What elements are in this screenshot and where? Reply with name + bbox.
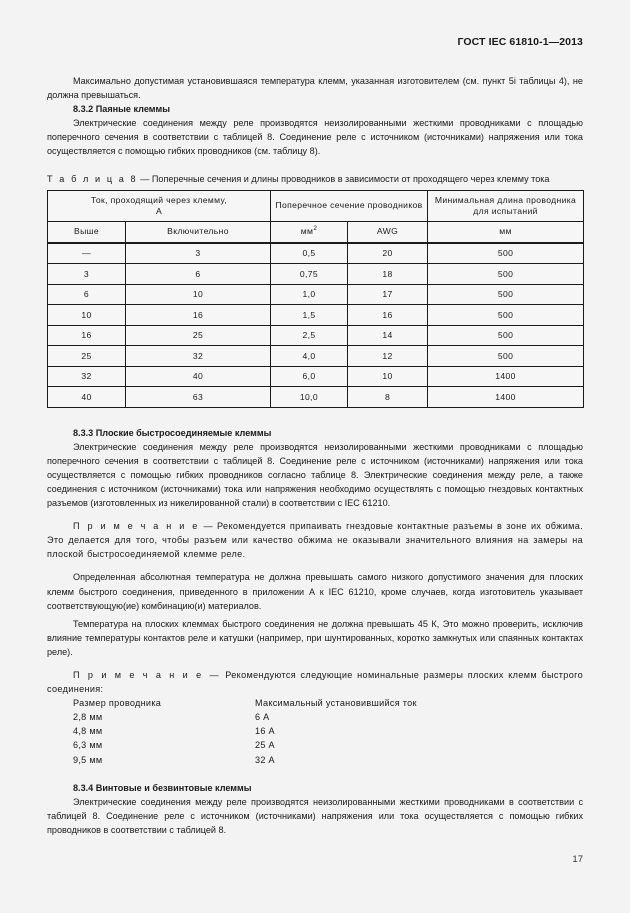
spec-list-item-size: 2,8 мм	[73, 712, 103, 723]
note-2-text: Рекомендуются следующие номинальные размеры плоских клемм быстрого соединения:	[47, 669, 583, 695]
table-cell: 32	[126, 346, 271, 367]
table-8-subheader-awg: AWG	[348, 221, 428, 243]
table-8-header-length	[428, 190, 584, 221]
table-cell: 14	[348, 325, 428, 346]
table-cell: 10,0	[271, 387, 348, 408]
spacer	[47, 510, 583, 519]
table-8-conductor-sections	[47, 190, 584, 408]
table-8-caption	[47, 173, 583, 186]
table-row	[48, 366, 584, 387]
spec-list-header-size: Размер проводника	[73, 698, 162, 709]
table-cell: 2,5	[271, 325, 348, 346]
paragraph-45k: Температура на плоских клеммах быстрого соединения не должна превышать 45 К, Это можно проверить, исключив влияние температуры контактов реле и катушки (например, при шунтированных, коротко замкнутых или спаянных контактах реле).	[47, 618, 583, 657]
spec-list-header-row	[47, 696, 583, 710]
table-cell: 16	[48, 325, 126, 346]
table-8-subheader-mm2-base: мм	[300, 226, 314, 237]
table-cell: 17	[348, 284, 428, 305]
table-cell: 16	[348, 305, 428, 326]
spacer	[47, 561, 583, 570]
table-cell: —	[48, 243, 126, 264]
spec-list-item-current: 25 А	[255, 740, 275, 751]
table-8-caption-label: Т а б л и ц а 8	[47, 173, 138, 184]
spec-list-item-size: 9,5 мм	[73, 754, 103, 765]
table-cell: 500	[428, 243, 584, 264]
table-cell: 0,75	[271, 264, 348, 285]
spec-list-item-size: 6,3 мм	[73, 740, 103, 751]
table-cell: 16	[126, 305, 271, 326]
table-8-caption-text: — Поперечные сечения и длины проводников в зависимости от проходящего через клемму тока	[140, 173, 550, 184]
spacer	[47, 408, 583, 422]
table-8-body	[48, 243, 584, 408]
spec-list-item-current: 32 А	[255, 754, 275, 765]
table-8-header-length-line2: для испытаний	[473, 205, 538, 216]
table-cell: 10	[48, 305, 126, 326]
table-8-header-section: Поперечное сечение проводников	[271, 190, 428, 221]
spec-list-header-current: Максимальный установившийся ток	[255, 698, 417, 709]
table-cell: 500	[428, 346, 584, 367]
spacer	[47, 159, 583, 173]
table-cell: 40	[48, 387, 126, 408]
table-cell: 63	[126, 387, 271, 408]
note-1-text: — Рекомендуется припаивать гнездовые контактные разъемы в зоне их обжима. Это делается для того, чтобы разъем или качество обжима не оказывали значительного влияния на замеры на плоской быстросоединяемой клемме реле.	[47, 521, 584, 560]
table-cell: 1400	[428, 387, 584, 408]
table-row	[48, 284, 584, 305]
table-cell: 1,5	[271, 305, 348, 326]
table-cell: 18	[348, 264, 428, 285]
table-8-header-current	[48, 190, 271, 221]
page-content	[47, 74, 583, 837]
table-cell: 20	[348, 243, 428, 264]
spec-list-item	[47, 710, 583, 724]
table-cell: 12	[348, 346, 428, 367]
table-8-subheader-mm: мм	[428, 221, 584, 243]
table-8-subheader-inclusive: Включительно	[126, 221, 271, 243]
paragraph-8-3-4: Электрические соединения между реле производятся неизолированными жесткими проводниками в соответствии с таблицей 8. Соединение реле с источником (источниками) напряжения или тока осуществляется с помощью гибких проводников в соответствии с таблицей 8.	[47, 796, 583, 835]
spec-list-item	[47, 753, 583, 767]
table-cell: 8	[348, 387, 428, 408]
page-number: 17	[572, 854, 583, 865]
table-cell: 10	[348, 366, 428, 387]
table-row	[48, 325, 584, 346]
table-row	[48, 243, 584, 264]
spec-list-item	[47, 724, 583, 738]
spec-list-item	[47, 738, 583, 752]
note-2	[47, 668, 583, 696]
spec-list-item-current: 16 А	[255, 726, 275, 737]
table-row	[48, 305, 584, 326]
note-2-lead: П р и м е ч а н и е —	[73, 669, 221, 680]
heading-8-3-2: 8.3.2 Паяные клеммы	[73, 104, 170, 115]
table-8-header-current-line1: Ток, проходящий через клемму,	[90, 194, 228, 205]
table-cell: 3	[126, 243, 271, 264]
table-cell: 25	[48, 346, 126, 367]
table-8-subheader-mm2-exponent: 2	[313, 225, 318, 233]
table-8-header-current-line2: А	[155, 205, 163, 216]
heading-8-3-4: 8.3.4 Винтовые и безвинтовые клеммы	[73, 782, 252, 793]
spec-list-item-current: 6 А	[255, 712, 270, 723]
table-8-header-group-row	[48, 190, 584, 221]
table-cell: 25	[126, 325, 271, 346]
running-header-standard-id: ГОСТ IEC 61810-1—2013	[457, 36, 583, 48]
note-1-lead: П р и м е ч а н и е	[73, 521, 200, 532]
table-cell: 500	[428, 284, 584, 305]
table-cell: 6	[126, 264, 271, 285]
note-1	[47, 519, 583, 561]
paragraph-8-3-3: Электрические соединения между реле производятся неизолированными жесткими проводниками с площадью поперечного сечения в соответствии с таблицей 8. Соединение реле с источником (источниками) напряжения или тока осуществляется с помощью гибких проводников согласно таблице 8. Электрические соединения между реле, а также соединения с источником (источниками) тока или напряжения необходимо осуществлять с помощью гнездовых контактных разъемов (изготовленных из никелированной стали) в соответствии с IEC 61210.	[47, 441, 583, 509]
table-cell: 6	[48, 284, 126, 305]
paragraph-8-3-2: Электрические соединения между реле производятся неизолированными жесткими проводниками с площадью поперечного сечения в соответствии с таблицей 8. Соединение реле с источником (источниками) напряжения или тока осуществляется с помощью гибких проводников (см. таблицу 8).	[47, 118, 583, 157]
table-cell: 500	[428, 264, 584, 285]
table-row	[48, 387, 584, 408]
table-8-head	[48, 190, 584, 243]
spacer	[47, 659, 583, 668]
flat-terminal-size-list	[47, 696, 583, 766]
table-8-subheader-above: Выше	[48, 221, 126, 243]
paragraph-intro: Максимально допустимая установившаяся температура клемм, указанная изготовителем (см. пункт 5i таблицы 4), не должна превышаться.	[47, 76, 583, 101]
table-cell: 10	[126, 284, 271, 305]
table-cell: 4,0	[271, 346, 348, 367]
table-cell: 32	[48, 366, 126, 387]
spec-list-item-size: 4,8 мм	[73, 726, 103, 737]
table-cell: 6,0	[271, 366, 348, 387]
table-cell: 500	[428, 305, 584, 326]
table-cell: 40	[126, 366, 271, 387]
heading-8-3-3: 8.3.3 Плоские быстросоединяемые клеммы	[73, 427, 272, 438]
table-cell: 1,0	[271, 284, 348, 305]
table-8-subheader-row	[48, 221, 584, 243]
table-8-header-length-line1: Минимальная длина проводника	[434, 194, 577, 205]
table-cell: 3	[48, 264, 126, 285]
table-cell: 1400	[428, 366, 584, 387]
table-cell: 0,5	[271, 243, 348, 264]
table-8-subheader-mm2	[271, 221, 348, 243]
table-row	[48, 264, 584, 285]
paragraph-absolute-temperature: Определенная абсолютная температура не должна превышать самого низкого допустимого значения для плоских клемм быстрого соединения, приведенного в приложении А к IEC 61210, кроме случаев, когда изготовитель указывает соответствующую(ие) комбинацию(и) материалов.	[47, 572, 583, 611]
spacer	[47, 767, 583, 781]
table-row	[48, 346, 584, 367]
table-cell: 500	[428, 325, 584, 346]
